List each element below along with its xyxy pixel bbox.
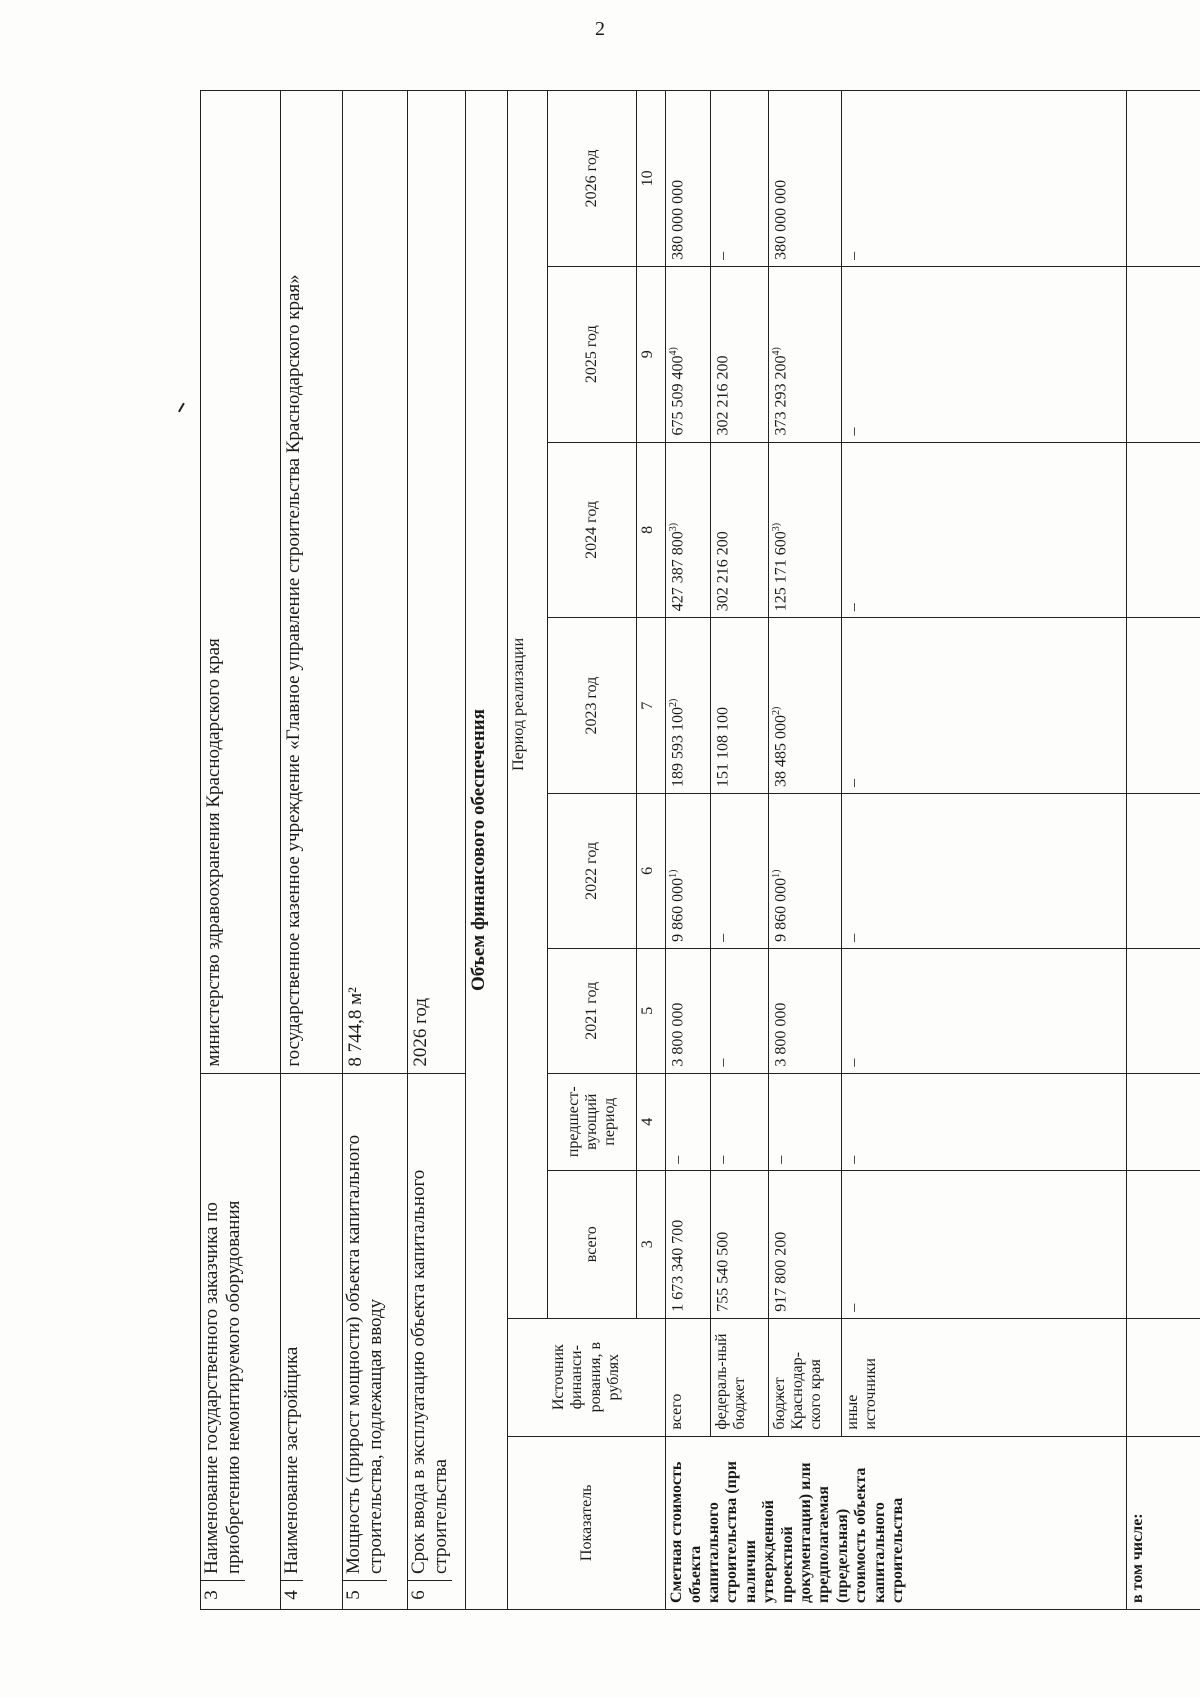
value-cell: – [710, 91, 768, 267]
row-number: 3 [201, 1590, 222, 1600]
header-period: Период реализации [508, 91, 548, 1319]
passport-table [200, 90, 1200, 1610]
value-cell: 302 216 200 [710, 442, 768, 618]
indicator-cell: Сметная стоимость объекта капитального строительства (при наличии утвержденной проектной документации) или предполагаемая (предельная) стоимость объекта капитального строительства [666, 1436, 1127, 1609]
column-number: 9 [637, 266, 666, 442]
header-year-2023: 2023 год [548, 618, 637, 794]
row-number: 6 [408, 1590, 430, 1600]
info-row-5 [343, 91, 408, 1610]
column-number: 6 [637, 793, 666, 948]
subtotal-label: в том числе: [1127, 1436, 1200, 1609]
info-value: 2026 год [408, 91, 466, 1074]
info-row-4 [281, 91, 343, 1610]
row-number: 5 [343, 1590, 365, 1600]
info-label: Срок ввода в эксплуатацию объекта капитального строительства [408, 1074, 452, 1581]
value-cell: 917 800 200 [768, 1170, 841, 1318]
value-cell: 38 485 000$^{2)}$ [768, 618, 841, 794]
info-value: 8 744,8 м² [343, 91, 408, 1074]
value-cell: 302 216 200 [710, 266, 768, 442]
data-row-total [666, 91, 711, 1610]
value-cell: 373 293 200$^{4)}$ [768, 266, 841, 442]
value-cell: 380 000 000 [666, 91, 711, 267]
header-source: Источник финанси-рования, в рублях [508, 1318, 666, 1436]
value-cell: 125 171 600$^{3)}$ [768, 442, 841, 618]
header-year-2025: 2025 год [548, 266, 637, 442]
info-label: Наименование государственного заказчика по приобретению немонтируемого оборудования [201, 1074, 245, 1581]
header-year-2026: 2026 год [548, 91, 637, 267]
stray-mark [178, 403, 190, 416]
value-cell: – [710, 1073, 768, 1170]
value-cell: – [842, 442, 1127, 618]
info-label: Наименование застройщика [281, 1074, 303, 1581]
section-title-row [465, 91, 507, 1610]
source-cell: бюджет Краснодар-ского края [768, 1318, 841, 1436]
source-cell: иные источники [842, 1318, 1127, 1436]
column-number: 5 [637, 948, 666, 1073]
header-year-2024: 2024 год [548, 442, 637, 618]
value-cell: 755 540 500 [710, 1170, 768, 1318]
value-cell: 9 860 000$^{1)}$ [768, 793, 841, 948]
column-number: 10 [637, 91, 666, 267]
header-total: всего [548, 1170, 637, 1318]
value-cell: – [710, 948, 768, 1073]
info-label: Мощность (прирост мощности) объекта капитального строительства, подлежащая вводу [343, 1074, 387, 1581]
value-cell: – [842, 793, 1127, 948]
column-number: 3 [637, 1170, 666, 1318]
value-cell: – [768, 1073, 841, 1170]
value-cell: 3 800 000 [666, 948, 711, 1073]
header-indicator: Показатель [508, 1436, 666, 1609]
value-cell: – [842, 1073, 1127, 1170]
value-cell: 1 673 340 700 [666, 1170, 711, 1318]
subtotal-row [1127, 91, 1200, 1610]
header-year-2022: 2022 год [548, 793, 637, 948]
info-row-3 [201, 91, 281, 1610]
value-cell: – [842, 266, 1127, 442]
page-number: 2 [595, 18, 605, 40]
value-cell: – [842, 948, 1127, 1073]
data-row-federal [710, 91, 768, 1610]
data-row-regional [768, 91, 841, 1610]
header-year-2021: 2021 год [548, 948, 637, 1073]
source-cell: федераль-ный бюджет [710, 1318, 768, 1436]
info-value: государственное казенное учреждение «Главное управление строительства Краснодарского края» [281, 91, 343, 1074]
value-cell: 9 860 000$^{1)}$ [666, 793, 711, 948]
info-value: министерство здравоохранения Краснодарского края [201, 91, 281, 1074]
header-previous: предшест-вующий период [548, 1073, 637, 1170]
column-number: 7 [637, 618, 666, 794]
row-number: 4 [281, 1590, 303, 1600]
value-cell: 151 108 100 [710, 618, 768, 794]
value-cell: 3 800 000 [768, 948, 841, 1073]
value-cell: 427 387 800$^{3)}$ [666, 442, 711, 618]
value-cell: – [842, 1170, 1127, 1318]
value-cell: 675 509 400$^{4)}$ [666, 266, 711, 442]
value-cell: – [842, 91, 1127, 267]
value-cell: – [666, 1073, 711, 1170]
column-number: 4 [637, 1073, 666, 1170]
rotated-page-content [200, 0, 1200, 1610]
value-cell: – [842, 618, 1127, 794]
column-number: 8 [637, 442, 666, 618]
header-row [508, 91, 548, 1610]
section-title: Объем финансового обеспечения [465, 91, 507, 1610]
value-cell: – [710, 793, 768, 948]
source-cell: всего [666, 1318, 711, 1436]
data-row-other [842, 91, 1127, 1610]
value-cell: 189 593 100$^{2)}$ [666, 618, 711, 794]
info-row-6 [408, 91, 466, 1610]
value-cell: 380 000 000 [768, 91, 841, 267]
